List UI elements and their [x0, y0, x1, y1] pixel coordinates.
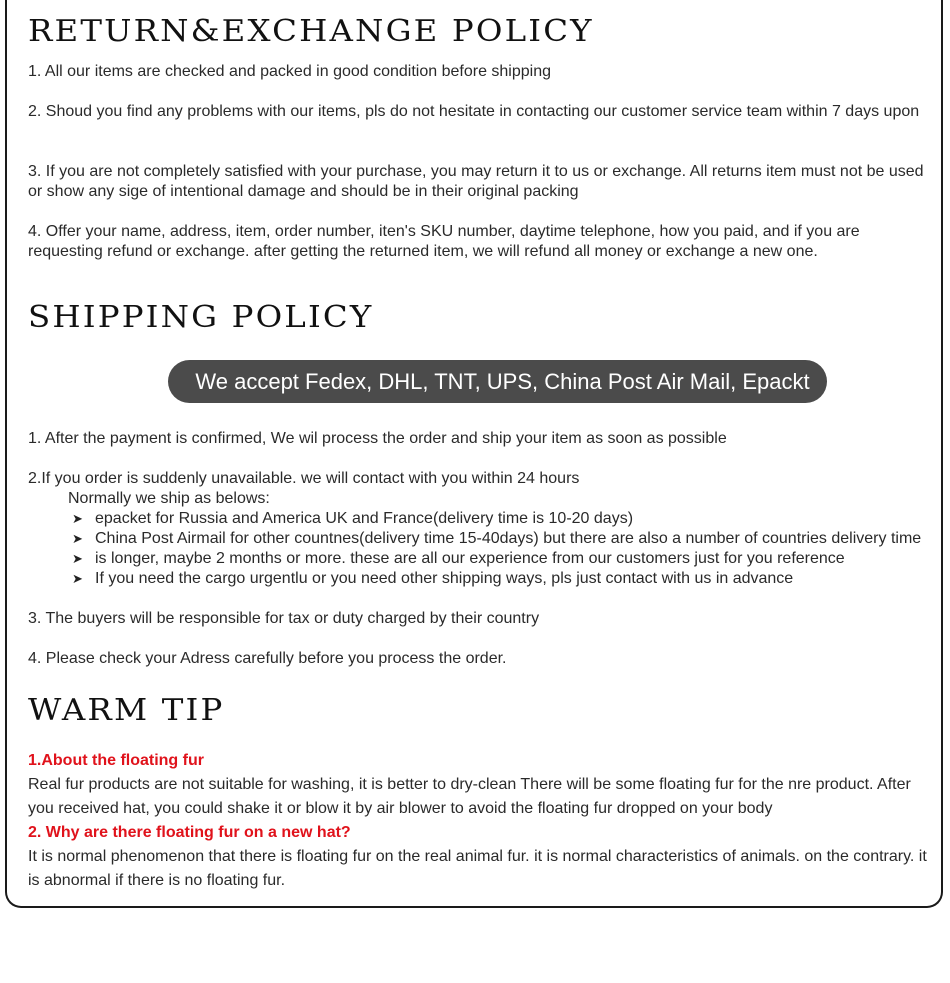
shipping-item-2-sub: Normally we ship as belows: — [68, 490, 270, 507]
arrow-bullet-icon: ➤ — [72, 551, 83, 566]
arrow-bullet-icon: ➤ — [72, 511, 83, 526]
warm-tip-answer-1: Real fur products are not suitable for washing, it is better to dry-clean There will be some floating fur for the nre product. After you received hat, you could shake it or blow it by air blower to avoid the floating fur dropped on your body — [28, 776, 911, 817]
return-item-4: 4. Offer your name, address, item, order number, iten's SKU number, daytime telephone, how you paid, and if you are requesting refund or exchange. after getting the returned item, we will refund all money or exchange a new one. — [28, 223, 860, 260]
return-item-1: 1. All our items are checked and packed in good condition before shipping — [28, 63, 552, 80]
shipping-item-2: 2.If you order is suddenly unavailable. we will contact with you within 24 hours — [28, 470, 580, 487]
list-item — [72, 509, 921, 529]
bullet-text: If you need the cargo urgentlu or you need other shipping ways, pls just contact with us in advance — [95, 570, 794, 587]
return-item-2: 2. Shoud you find any problems with our items, pls do not hesitate in contacting our customer service team within 7 days upon — [28, 103, 920, 120]
warm-tip-question-1: 1.About the floating fur — [28, 752, 204, 769]
content-frame — [5, 0, 943, 908]
shipping-policy-heading: SHIPPING POLICY — [28, 300, 374, 335]
return-item-3: 3. If you are not completely satisfied with your purchase, you may return it to us or exchange. All returns item must not be used or show any sige of intentional damage and should be in their original packing — [28, 163, 924, 200]
arrow-bullet-icon: ➤ — [72, 531, 83, 546]
bullet-text: is longer, maybe 2 months or more. these are all our experience from our customers just for you reference — [95, 550, 845, 567]
list-item — [72, 549, 921, 569]
return-policy-heading: RETURN&EXCHANGE POLICY — [28, 14, 594, 49]
warm-tip-heading: WARM TIP — [28, 693, 225, 728]
carriers-banner: We accept Fedex, DHL, TNT, UPS, China Post Air Mail, Epackt — [168, 360, 827, 403]
warm-tip-answer-2: It is normal phenomenon that there is floating fur on the real animal fur. it is normal characteristics of animals. on the contrary. it is abnormal if there is no floating fur. — [28, 848, 927, 889]
list-item — [72, 569, 921, 589]
shipping-item-3: 3. The buyers will be responsible for tax or duty charged by their country — [28, 610, 540, 627]
shipping-item-1: 1. After the payment is confirmed, We wil process the order and ship your item as soon as possible — [28, 430, 727, 447]
warm-tip-question-2: 2. Why are there floating fur on a new hat? — [28, 824, 351, 841]
bullet-text: China Post Airmail for other countnes(delivery time 15-40days) but there are also a number of countries delivery time — [95, 530, 922, 547]
shipping-methods-list — [72, 509, 921, 589]
list-item — [72, 529, 921, 549]
arrow-bullet-icon: ➤ — [72, 571, 83, 586]
shipping-item-4: 4. Please check your Adress carefully before you process the order. — [28, 650, 507, 667]
bullet-text: epacket for Russia and America UK and France(delivery time is 10-20 days) — [95, 510, 634, 527]
